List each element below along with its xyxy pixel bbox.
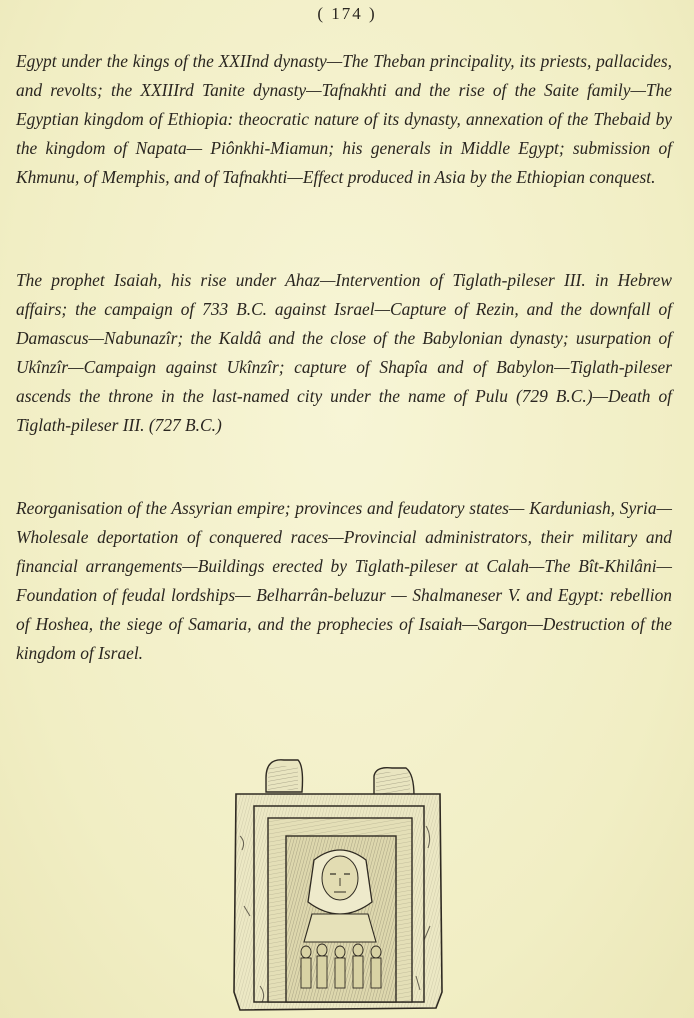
text-line: administrators, their military and financial arrangements—Buildings erected by bbox=[16, 526, 672, 576]
text-line: of the Babylonian dynasty; usurpation of Ukînzîr—Campaign against bbox=[16, 327, 672, 377]
text-line: III. in Hebrew affairs; the campaign of 733 B.C. against Israel—Capture bbox=[16, 270, 673, 319]
text-line: its priests, pallacides, and revolts; the XXIIIrd Tanite dynasty—Tafnakhti and bbox=[16, 51, 672, 100]
summary-paragraph-1 bbox=[16, 47, 672, 192]
text-line: siege of Samaria, and the prophecies of Isaiah—Sargon—Destruction of the bbox=[126, 613, 672, 634]
text-line: Tiglath-pileser III. (727 B.C.) bbox=[16, 414, 222, 435]
text-line: The prophet Isaiah, his rise under Ahaz—Intervention of Tiglath-pileser bbox=[16, 270, 555, 290]
text-line: nature of its dynasty, annexation of the Thebaid by the kingdom of Napata— bbox=[16, 108, 672, 158]
summary-paragraph-2 bbox=[16, 266, 672, 439]
text-line: throne in the last-named city under the name of Pulu (729 B.C.)—Death of bbox=[108, 385, 672, 406]
text-line: of Rezin, and the downfall of Damascus—Nabunazîr; the Kaldâ and the close bbox=[16, 298, 672, 348]
text-line: Belharrân-beluzur — Shalmaneser V. and Egypt: rebellion of Hoshea, the bbox=[16, 584, 672, 634]
text-line: Tiglath-pileser at Calah—The Bît-Khilâni—Foundation of feudal lordships— bbox=[16, 555, 672, 605]
shrine-illustration bbox=[226, 756, 450, 1014]
summary-paragraph-3 bbox=[16, 494, 672, 667]
text-line: conquest. bbox=[589, 166, 656, 187]
text-line: Piônkhi-Miamun; his generals in Middle Egypt; submission of Khmunu, of bbox=[16, 137, 672, 187]
text-line: Ukînzîr; capture of Shapîa and of Babylon—Tiglath-pileser ascends the bbox=[16, 356, 672, 406]
text-line: Karduniash, Syria—Wholesale deportation of conquered races—Provincial bbox=[16, 498, 672, 547]
text-line: Egypt under the kings of the XXIInd dynasty—The Theban principality, bbox=[16, 51, 515, 71]
text-line: Reorganisation of the Assyrian empire; provinces and feudatory states— bbox=[16, 498, 525, 518]
engraved-stone-shrine-illustration bbox=[226, 756, 450, 1014]
page-number: ( 174 ) bbox=[317, 4, 377, 23]
text-line: the rise of the Saite family—The Egyptian kingdom of Ethiopia: theocratic bbox=[16, 79, 672, 129]
text-line: kingdom of Israel. bbox=[16, 642, 144, 663]
text-line: Memphis, and of Tafnakhti—Effect produced in Asia by the Ethiopian bbox=[101, 166, 585, 187]
